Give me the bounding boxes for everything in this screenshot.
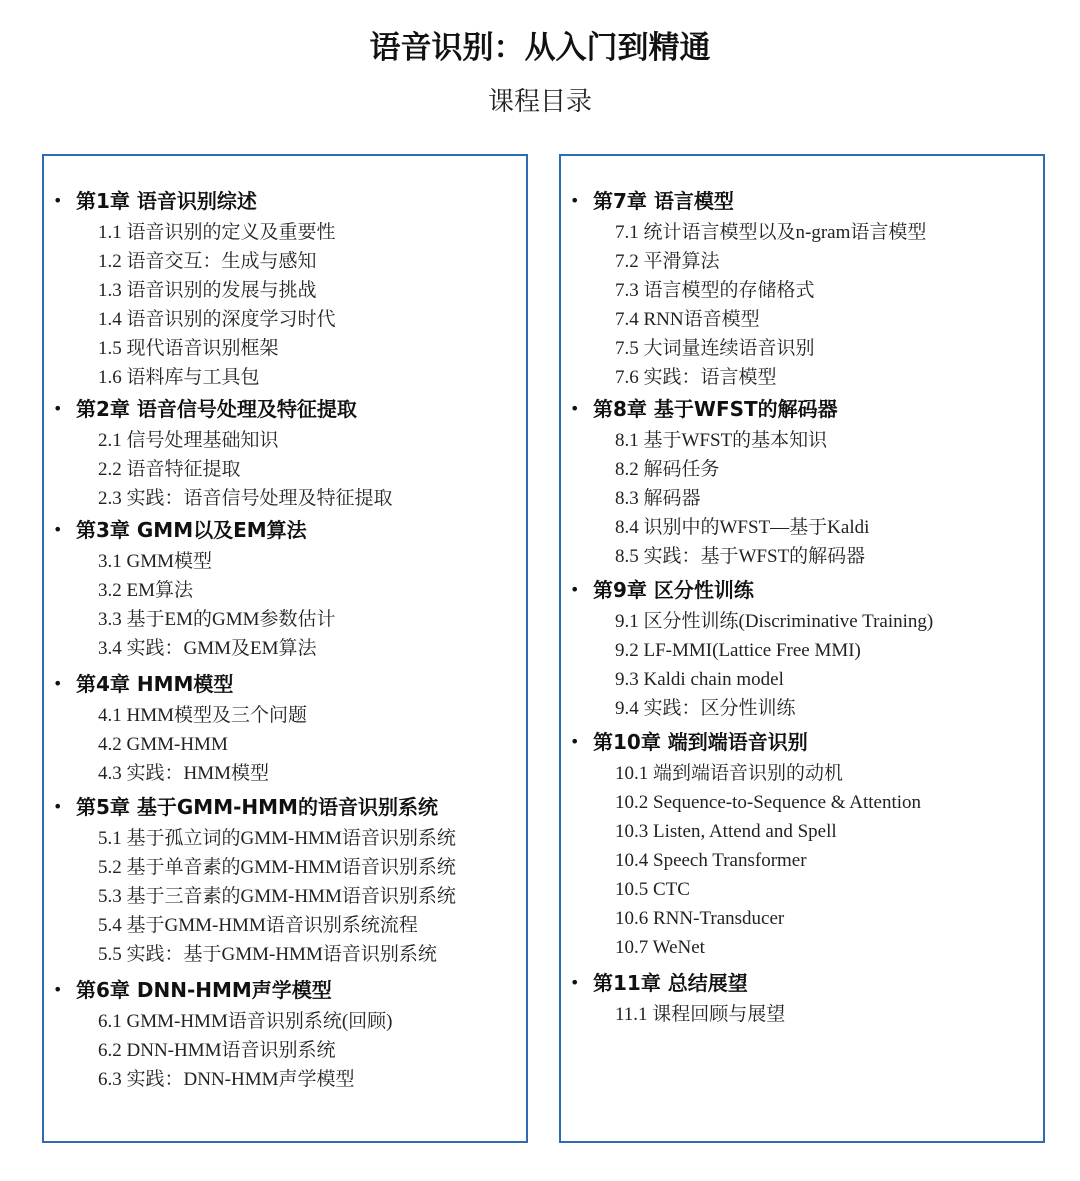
chapter-block xyxy=(561,392,1043,571)
section-item: 10.4 Speech Transformer xyxy=(615,850,807,871)
section-item: 6.3 实践：DNN-HMM声学模型 xyxy=(98,1069,355,1090)
section-item: 10.2 Sequence-to-Sequence & Attention xyxy=(615,792,922,813)
chapter-heading xyxy=(44,392,526,426)
section-item: 10.1 端到端语音识别的动机 xyxy=(615,763,844,784)
section-item: 1.6 语料库与工具包 xyxy=(98,367,260,388)
bullet-icon: • xyxy=(53,980,63,999)
bullet-icon: • xyxy=(570,399,580,418)
section-item: 3.4 实践：GMM及EM算法 xyxy=(98,638,317,659)
chapter-block xyxy=(561,725,1043,962)
section-item: 8.5 实践：基于WFST的解码器 xyxy=(615,546,866,567)
page-title: 语音识别：从入门到精通 xyxy=(369,30,711,66)
section-item: 9.1 区分性训练(Discriminative Training) xyxy=(615,611,934,632)
section-item: 4.3 实践：HMM模型 xyxy=(98,763,270,784)
chapter-block xyxy=(44,392,526,513)
section-item: 8.3 解码器 xyxy=(615,488,701,509)
page-subtitle: 课程目录 xyxy=(487,87,592,117)
chapter-heading xyxy=(561,392,1043,426)
section-item: 10.6 RNN-Transducer xyxy=(615,908,785,929)
bullet-icon: • xyxy=(53,674,63,693)
chapter-block xyxy=(561,184,1043,392)
chapter-title: 第2章 语音信号处理及特征提取 xyxy=(76,397,357,421)
section-item: 7.3 语言模型的存储格式 xyxy=(615,280,815,301)
section-item: 7.5 大词量连续语音识别 xyxy=(615,338,815,359)
section-item: 1.2 语音交互：生成与感知 xyxy=(98,251,317,272)
section-item: 1.1 语音识别的定义及重要性 xyxy=(98,222,336,243)
chapter-heading xyxy=(561,184,1043,218)
chapter-block xyxy=(44,184,526,392)
section-item: 3.1 GMM模型 xyxy=(98,551,213,572)
chapter-title: 第4章 HMM模型 xyxy=(76,672,234,696)
chapter-block xyxy=(44,667,526,788)
section-item: 5.2 基于单音素的GMM-HMM语音识别系统 xyxy=(98,857,456,878)
left-column-panel xyxy=(42,154,528,1143)
section-item: 9.2 LF-MMI(Lattice Free MMI) xyxy=(615,640,861,661)
section-item: 3.2 EM算法 xyxy=(98,580,194,601)
chapter-heading xyxy=(44,184,526,218)
bullet-icon: • xyxy=(53,520,63,539)
section-item: 1.3 语音识别的发展与挑战 xyxy=(98,280,317,301)
section-item: 2.2 语音特征提取 xyxy=(98,459,241,480)
chapter-title: 第9章 区分性训练 xyxy=(593,578,754,602)
chapter-block xyxy=(44,790,526,969)
chapter-block xyxy=(44,973,526,1094)
section-item: 9.4 实践：区分性训练 xyxy=(615,698,796,719)
right-column-panel xyxy=(559,154,1045,1143)
bullet-icon: • xyxy=(570,973,580,992)
section-item: 9.3 Kaldi chain model xyxy=(615,669,784,690)
chapter-title: 第5章 基于GMM-HMM的语音识别系统 xyxy=(76,795,438,819)
section-item: 8.4 识别中的WFST—基于Kaldi xyxy=(615,517,870,538)
section-item: 4.2 GMM-HMM xyxy=(98,734,228,755)
chapter-heading xyxy=(561,966,1043,1000)
chapter-title: 第3章 GMM以及EM算法 xyxy=(76,518,307,542)
chapter-block xyxy=(561,966,1043,1029)
section-item: 10.5 CTC xyxy=(615,879,690,900)
chapter-title: 第6章 DNN-HMM声学模型 xyxy=(76,978,332,1002)
section-item: 7.1 统计语言模型以及n-gram语言模型 xyxy=(615,222,927,243)
section-item: 10.3 Listen, Attend and Spell xyxy=(615,821,837,842)
chapter-block xyxy=(44,513,526,663)
section-item: 7.6 实践：语言模型 xyxy=(615,367,777,388)
chapter-title: 第11章 总结展望 xyxy=(593,971,748,995)
bullet-icon: • xyxy=(53,797,63,816)
section-item: 4.1 HMM模型及三个问题 xyxy=(98,705,308,726)
bullet-icon: • xyxy=(570,732,580,751)
chapter-heading xyxy=(561,573,1043,607)
section-item: 8.2 解码任务 xyxy=(615,459,720,480)
section-item: 7.2 平滑算法 xyxy=(615,251,720,272)
chapter-title: 第8章 基于WFST的解码器 xyxy=(593,397,838,421)
chapter-title: 第1章 语音识别综述 xyxy=(76,189,257,213)
chapter-heading xyxy=(44,513,526,547)
section-item: 1.4 语音识别的深度学习时代 xyxy=(98,309,336,330)
chapter-heading xyxy=(44,790,526,824)
section-item: 11.1 课程回顾与展望 xyxy=(615,1004,786,1025)
section-item: 5.5 实践：基于GMM-HMM语音识别系统 xyxy=(98,944,437,965)
section-item: 6.2 DNN-HMM语音识别系统 xyxy=(98,1040,336,1061)
section-item: 1.5 现代语音识别框架 xyxy=(98,338,279,359)
section-item: 2.1 信号处理基础知识 xyxy=(98,430,279,451)
section-item: 6.1 GMM-HMM语音识别系统(回顾) xyxy=(98,1011,393,1032)
chapter-heading xyxy=(44,973,526,1007)
chapter-title: 第7章 语言模型 xyxy=(593,189,734,213)
chapter-block xyxy=(561,573,1043,723)
section-item: 3.3 基于EM的GMM参数估计 xyxy=(98,609,336,630)
section-item: 7.4 RNN语音模型 xyxy=(615,309,760,330)
chapter-heading xyxy=(561,725,1043,759)
section-item: 8.1 基于WFST的基本知识 xyxy=(615,430,828,451)
chapter-heading xyxy=(44,667,526,701)
section-item: 5.4 基于GMM-HMM语音识别系统流程 xyxy=(98,915,418,936)
section-item: 5.3 基于三音素的GMM-HMM语音识别系统 xyxy=(98,886,456,907)
section-item: 5.1 基于孤立词的GMM-HMM语音识别系统 xyxy=(98,828,456,849)
bullet-icon: • xyxy=(53,191,63,210)
bullet-icon: • xyxy=(53,399,63,418)
section-item: 10.7 WeNet xyxy=(615,937,705,958)
chapter-title: 第10章 端到端语音识别 xyxy=(593,730,808,754)
bullet-icon: • xyxy=(570,580,580,599)
section-item: 2.3 实践：语音信号处理及特征提取 xyxy=(98,488,393,509)
bullet-icon: • xyxy=(570,191,580,210)
